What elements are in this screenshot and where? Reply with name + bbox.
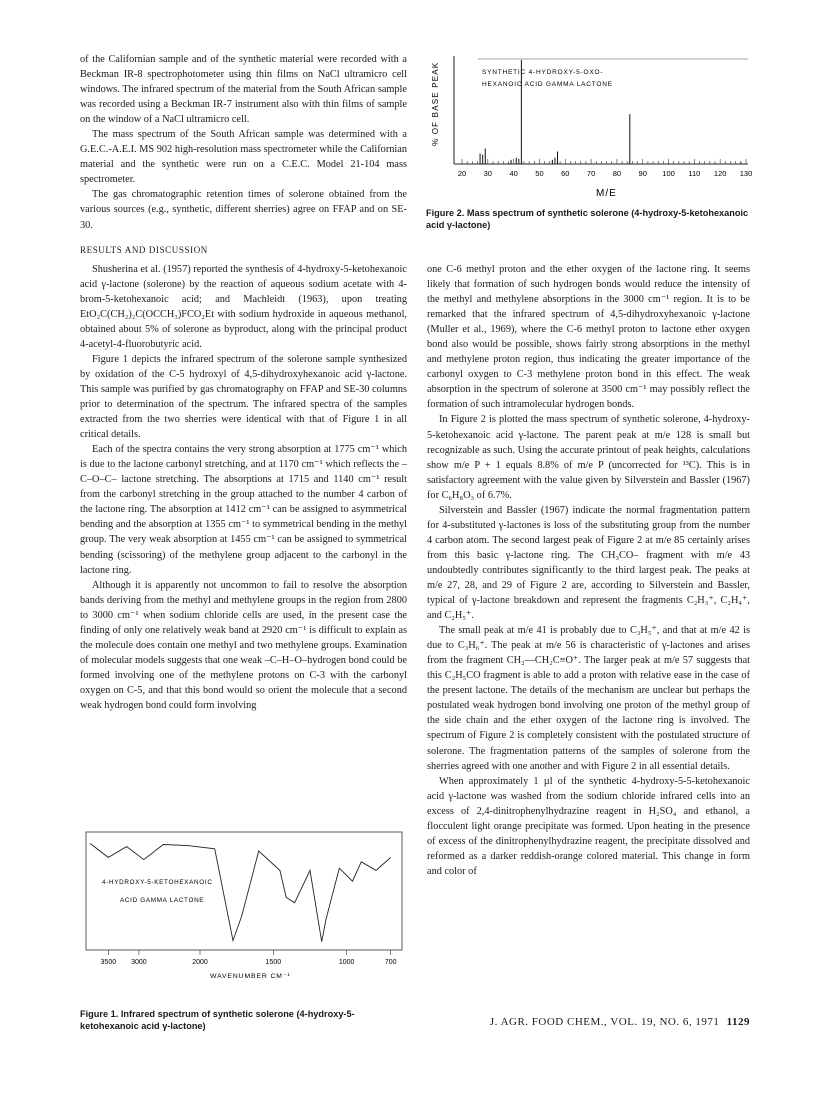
journal-citation: J. AGR. FOOD CHEM., VOL. 19, NO. 6, 1971 — [489, 1016, 720, 1028]
x-tick-label: 130 — [739, 169, 753, 178]
mass-spectrum-chart — [418, 46, 758, 211]
x-tick-label: 3500 — [100, 959, 117, 966]
x-tick-label: 1500 — [265, 959, 282, 966]
spectrum-frame — [86, 832, 402, 950]
x-tick-label: 70 — [586, 169, 596, 178]
spectrum-label-line1: SYNTHETIC 4-HYDROXY-5-OXO- — [482, 69, 604, 76]
paragraph: In Figure 2 is plotted the mass spectrum of synthetic solerone, 4-hydroxy-5-ketohexanoic acid γ-lactone. The parent peak at m/e 128 is small but recognizable as such. Using the accurate printout of peak heights, calculations show m/e P + 1 equals 8.8% of m/e P (uncorrected for ¹³C). This is in satisfactory agreement with the value given by Silverstein and Bassler (1967) for C₆H₈O₃ of 6.7%. — [427, 414, 750, 501]
figure-1-ir-spectrum — [80, 826, 410, 1026]
spectrum-label-line2: ACID GAMMA LACTONE — [120, 897, 205, 904]
spectrum-label-line1: 4-HYDROXY-5-KETOHEXANOIC — [102, 879, 213, 886]
paragraph: The mass spectrum of the South African sample was determined with a G.E.C.-A.E.I. MS 902 high-resolution mass spectrometer while the Californian material and the synthetic were run on a C.E.C. Model 21-104 mass spectrometer. — [80, 129, 407, 186]
paragraph: The small peak at m/e 41 is probably due to C₃H₅⁺, and that at m/e 42 is due to C₃H₆⁺. The peak at m/e 56 is characteristic of γ-lactones and arises from the fragment CH₂—CH₂C≡O⁺. The larger peak at m/e 57 suggests that this C₂H₅CO fragment is able to add a proton with relative ease in the case of the present lactone. The details of the mechanism are unclear but perhaps the postulated weak hydrogen bond involving one proton of the methyl group of the side chain and the ether oxygen of the lactone ring is involved. The spectrum of Figure 2 is completely consistent with the postulated structure of solerone. The fragmentation patterns of the samples of solerone from the sherries agreed with one another and with Figure 2 in all essential details. — [427, 625, 750, 772]
paragraph: one C-6 methyl proton and the ether oxygen of the lactone ring. It seems likely that formation of such hydrogen bonds would reduce the intensity of the methyl and methylene absorptions in the 3000 cm⁻¹ region. It is to be remarked that the infrared spectrum of 4,5-dihydroxyhexanoic γ-lactone (Muller et al., 1969), where the C-6 methyl proton to lactone ether oxygen bond also would be possible, shows fairly strong absorptions in the methyl and methylene proton region, thus indicating the greater importance of the carbonyl oxygen to C-3 methylene proton bond in this effect. The weak absorption in the spectrum of solerone at 3500 cm⁻¹ may possibly reflect the formation of such intramolecular hydrogen bonds. — [427, 264, 750, 411]
paragraph: Silverstein and Bassler (1967) indicate the normal fragmentation pattern for 4-substituted γ-lactones is loss of the substituting group from the number 4 carbon atom. The second largest peak of Figure 2 at m/e 85 certainly arises from this basic γ-lactone ring. The CH₃CO– fragment with m/e 43 undoubtedly contributes significantly to the third largest peak. The peaks at m/e 27, 28, and 29 of Figure 2 are, according to Silverstein and Bassler, typical of γ-lactone breakdown and represent the fragments C₂H₃⁺, C₂H₄⁺, and C₂H₅⁺. — [427, 504, 750, 622]
x-tick-label: 60 — [561, 169, 570, 178]
x-axis-label: M/E — [596, 188, 617, 199]
paragraph: of the Californian sample and of the synthetic material were recorded with a Beckman IR-8 spectrophotometer using thin films on NaCl ultramicro cell windows. The infrared spectrum of the material from the South African sample was recorded using a Beckman IR-7 instrument also with thin films of sample on the window of a NaCl ultramicro cell. — [80, 54, 407, 126]
x-tick-label: 20 — [457, 169, 467, 178]
x-tick-label: 40 — [509, 169, 518, 178]
left-intro-paragraphs — [80, 52, 407, 233]
ir-spectrum-chart — [80, 826, 410, 1006]
x-tick-label: 3000 — [131, 959, 147, 966]
page-number: 1129 — [726, 1016, 750, 1028]
spectrum-label-line2: HEXANOIC ACID GAMMA LACTONE — [482, 81, 613, 88]
paragraph: Although it is apparently not uncommon to fail to resolve the absorption bands deriving from the methyl and methylene groups in the region from 2800 to 3000 cm⁻¹ when sodium chloride cells are used, in the present case the finding of only one relatively weak band at 2920 cm⁻¹ is difficult to explain as the molecule does contain one methyl and two methylene groups. Examination of molecular models suggests that one weak –C–H–O–hydrogen bond could be formed involving one of the methylene protons on C-3 with the carbonyl oxygen on C-5, and that this bond would so orient the molecule that a second weak hydrogen bond could form involving — [80, 579, 407, 711]
figure-1-caption: Figure 1. Infrared spectrum of synthetic solerone (4-hydroxy-5-ketohexanoic acid γ-lactone) — [80, 1009, 355, 1031]
left-column — [80, 52, 407, 713]
right-column — [427, 262, 750, 879]
figure-2-caption: Figure 2. Mass spectrum of synthetic solerone (4-hydroxy-5-ketohexanoic acid γ-lactone) — [426, 208, 749, 230]
x-axis-label: WAVENUMBER CM⁻¹ — [210, 973, 291, 980]
x-tick-label: 120 — [713, 169, 727, 178]
paragraph: When approximately 1 µl of the synthetic 4-hydroxy-5-5-ketohexanoic acid γ-lactone was washed from the sodium chloride infrared cells into an excess of 2,4-dinitrophenylhydrazine reagent in H₂SO₄ and ethanol, a flocculent light orange precipitate was formed. Upon heating in the presence of excess of the dinitrophenylhydrazine reagent, the precipitate dissolved and reformed as a darker reddish-orange colored material. This change in form and color of — [427, 775, 750, 877]
x-tick-label: 110 — [688, 169, 701, 178]
x-tick-label: 50 — [535, 169, 544, 178]
paragraph: Shusherina et al. (1957) reported the synthesis of 4-hydroxy-5-ketohexanoic acid γ-lactone (solerone) by the reaction of aqueous sodium acetate with 4-brom-5-ketohexanoic acid; and Machleidt (1963), upon treating EtO₂C(CH₂)₂C(OCCH₃)FCO₂Et with sodium hydroxide in aqueous methanol, obtained about 5% of solerone as byproduct, along with the principal product 4-acetyl-4-fluorobutyric acid. — [80, 263, 407, 350]
spectrum-trace — [90, 843, 391, 941]
x-tick-label: 30 — [483, 169, 492, 178]
x-tick-label: 100 — [662, 169, 675, 178]
section-heading: RESULTS AND DISCUSSION — [80, 244, 208, 255]
paragraph: Figure 1 depicts the infrared spectrum of the solerone sample synthesized by oxidation of the C-5 hydroxyl of 4,5-dihydroxyhexanoic acid γ-lactone. This sample was purified by gas chromatography on FFAP and SE-30 columns prior to determination of the spectrum. The infrared spectra of the samples extracted from the two sherries were identical with that of Figure 1 in all critical details. — [80, 353, 407, 441]
x-tick-label: 80 — [612, 169, 622, 178]
left-body-paragraphs — [80, 262, 407, 713]
x-tick-label: 1000 — [338, 959, 355, 966]
paragraph: Each of the spectra contains the very strong absorption at 1775 cm⁻¹ which is due to the lactone carbonyl stretching, and at 1170 cm⁻¹ which reflects the –C–O–C– lactone stretching. The absorptions at 1715 and 1140 cm⁻¹ result from the carbonyl stretching in the group attached to the number 4 carbon of the lactone ring. The absorption at 1412 cm⁻¹ can be assigned to asymmetrical bending and the absorption at 1355 cm⁻¹ to symmetrical bending in the methyl group. The very weak absorption at 1455 cm⁻¹ can be assigned to symmetrical bending (scissoring) of the methylene group adjacent to the carbonyl in the lactone ring. — [80, 444, 407, 576]
page-footer — [478, 1016, 750, 1028]
paragraph: The gas chromatographic retention times of solerone obtained from the various sources (e.g., synthetic, different sherries) agree on FFAP and on SE-30. — [80, 189, 407, 231]
right-body-paragraphs — [427, 262, 750, 879]
x-tick-label: 700 — [384, 959, 397, 966]
x-tick-label: 2000 — [192, 959, 208, 966]
x-tick-label: 90 — [638, 169, 647, 178]
y-axis-label: % OF BASE PEAK — [431, 61, 440, 146]
